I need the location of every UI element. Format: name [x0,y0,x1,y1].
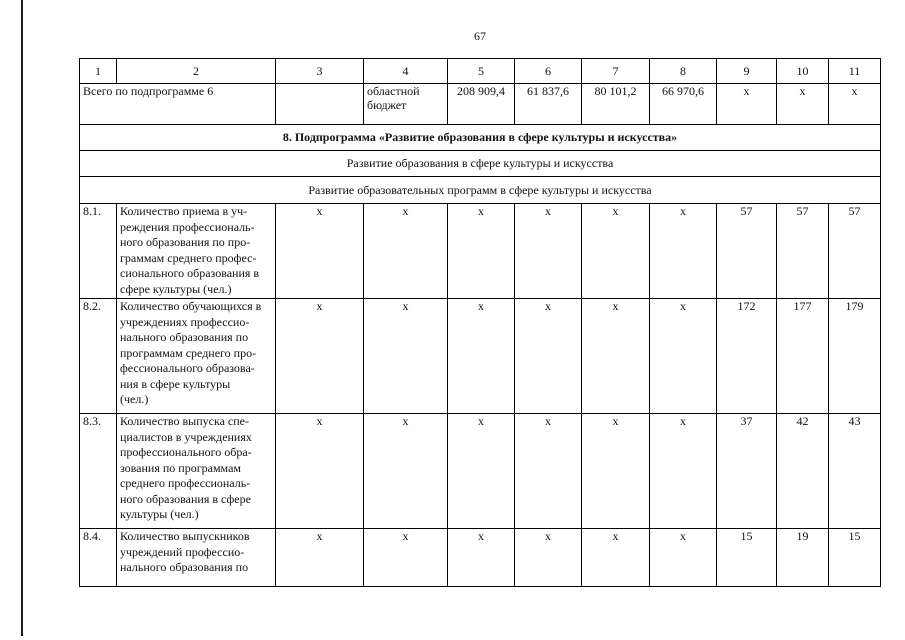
indicator-description-line: сионального образования в [120,266,260,280]
scan-edge-line [21,0,23,636]
indicator-value: х [364,299,448,414]
indicator-value: х [582,204,650,299]
section-title: Развитие образования в сфере культуры и искусства [80,151,881,177]
empty-cell [276,84,364,125]
indicator-number: 8.1. [80,204,117,299]
indicator-value: х [650,529,717,587]
column-number: 11 [829,59,881,84]
indicator-description-line: Количество выпуска спе- [120,414,249,428]
indicator-value: х [515,414,582,529]
indicator-value: х [650,414,717,529]
total-value: х [777,84,829,125]
indicator-value: 43 [829,414,881,529]
measure-title-row [80,177,881,204]
budget-source: областной бюджет [364,84,448,125]
indicator-value: 42 [777,414,829,529]
indicator-value: х [276,204,364,299]
measure-title: Развитие образовательных программ в сфере культуры и искусства [80,177,881,204]
indicator-value: 57 [717,204,777,299]
indicator-value: х [582,529,650,587]
indicator-description-line: циалистов в учреждениях [120,429,252,444]
indicator-value: х [276,299,364,414]
indicator-value: х [582,299,650,414]
column-number: 3 [276,59,364,84]
subprogram-heading: 8. Подпрограмма «Развитие образования в сфере культуры и искусства» [80,125,881,151]
indicator-value: х [515,299,582,414]
indicator-value: 19 [777,529,829,587]
indicator-value: 57 [829,204,881,299]
indicator-value: х [364,414,448,529]
column-number: 2 [117,59,276,84]
column-number: 7 [582,59,650,84]
indicator-description-line: граммам среднего профес- [120,250,257,265]
indicator-description-line: среднего профессиональ- [120,476,251,490]
total-label: Всего по подпрограмме 6 [80,84,276,125]
indicator-description-line: Количество выпускников [120,529,250,543]
indicator-description-line: зования по программам [120,460,241,475]
indicator-description [117,414,276,529]
indicator-row [80,204,881,299]
column-number: 6 [515,59,582,84]
indicator-value: х [448,414,515,529]
column-number: 8 [650,59,717,84]
indicator-description-line: ния в сфере культуры [120,376,231,391]
indicator-row [80,529,881,587]
indicator-description-line: учреждений профессио- [120,544,245,559]
indicator-description-line: нального образования по [120,330,249,344]
indicator-description-line: фессионального образова- [120,361,255,375]
page-number: 67 [474,29,486,43]
indicator-description [117,204,276,299]
total-value: х [717,84,777,125]
indicator-description-line: культуры (чел.) [120,507,199,521]
indicator-value: х [448,204,515,299]
indicator-description-line: (чел.) [120,392,149,406]
indicator-value: х [650,299,717,414]
indicator-value: х [515,204,582,299]
indicator-value: х [276,529,364,587]
indicator-description-line: нального образования по [120,560,249,574]
indicator-description-line: профессионального обра- [120,445,252,459]
indicator-description [117,529,276,587]
column-number-row [80,59,881,84]
indicator-value: 179 [829,299,881,414]
indicator-row [80,414,881,529]
column-number: 1 [80,59,117,84]
indicator-value: х [364,204,448,299]
total-value: х [829,84,881,125]
total-value: 208 909,4 [448,84,515,125]
indicator-number: 8.4. [80,529,117,587]
indicator-value: х [650,204,717,299]
indicator-description-line: ного образования по про- [120,235,251,249]
indicator-value: х [515,529,582,587]
section-title-row [80,151,881,177]
indicator-value: х [364,529,448,587]
indicator-value: 37 [717,414,777,529]
indicator-value: 177 [777,299,829,414]
indicator-number: 8.2. [80,299,117,414]
indicator-value: 172 [717,299,777,414]
indicator-description-line: ного образования в сфере [120,491,251,506]
indicators-table [79,58,881,587]
indicator-row [80,299,881,414]
indicator-description-line: сфере культуры (чел.) [120,281,232,296]
column-number: 4 [364,59,448,84]
indicator-value: х [448,299,515,414]
indicator-description-line: реждения профессиональ- [120,219,255,234]
indicator-value: х [582,414,650,529]
column-number: 9 [717,59,777,84]
total-value: 61 837,6 [515,84,582,125]
subprogram-total-row [80,84,881,125]
column-number: 5 [448,59,515,84]
total-value: 80 101,2 [582,84,650,125]
indicator-number: 8.3. [80,414,117,529]
indicator-description-line: программам среднего про- [120,345,257,360]
indicator-value: 15 [829,529,881,587]
indicator-description-line: учреждениях профессио- [120,314,250,329]
indicator-description-line: Количество обучающихся в [120,299,262,313]
indicator-value: х [276,414,364,529]
indicator-value: х [448,529,515,587]
subprogram-heading-row [80,125,881,151]
indicator-value: 15 [717,529,777,587]
column-number: 10 [777,59,829,84]
indicator-description-line: Количество приема в уч- [120,204,248,218]
total-value: 66 970,6 [650,84,717,125]
indicator-value: 57 [777,204,829,299]
indicator-description [117,299,276,414]
